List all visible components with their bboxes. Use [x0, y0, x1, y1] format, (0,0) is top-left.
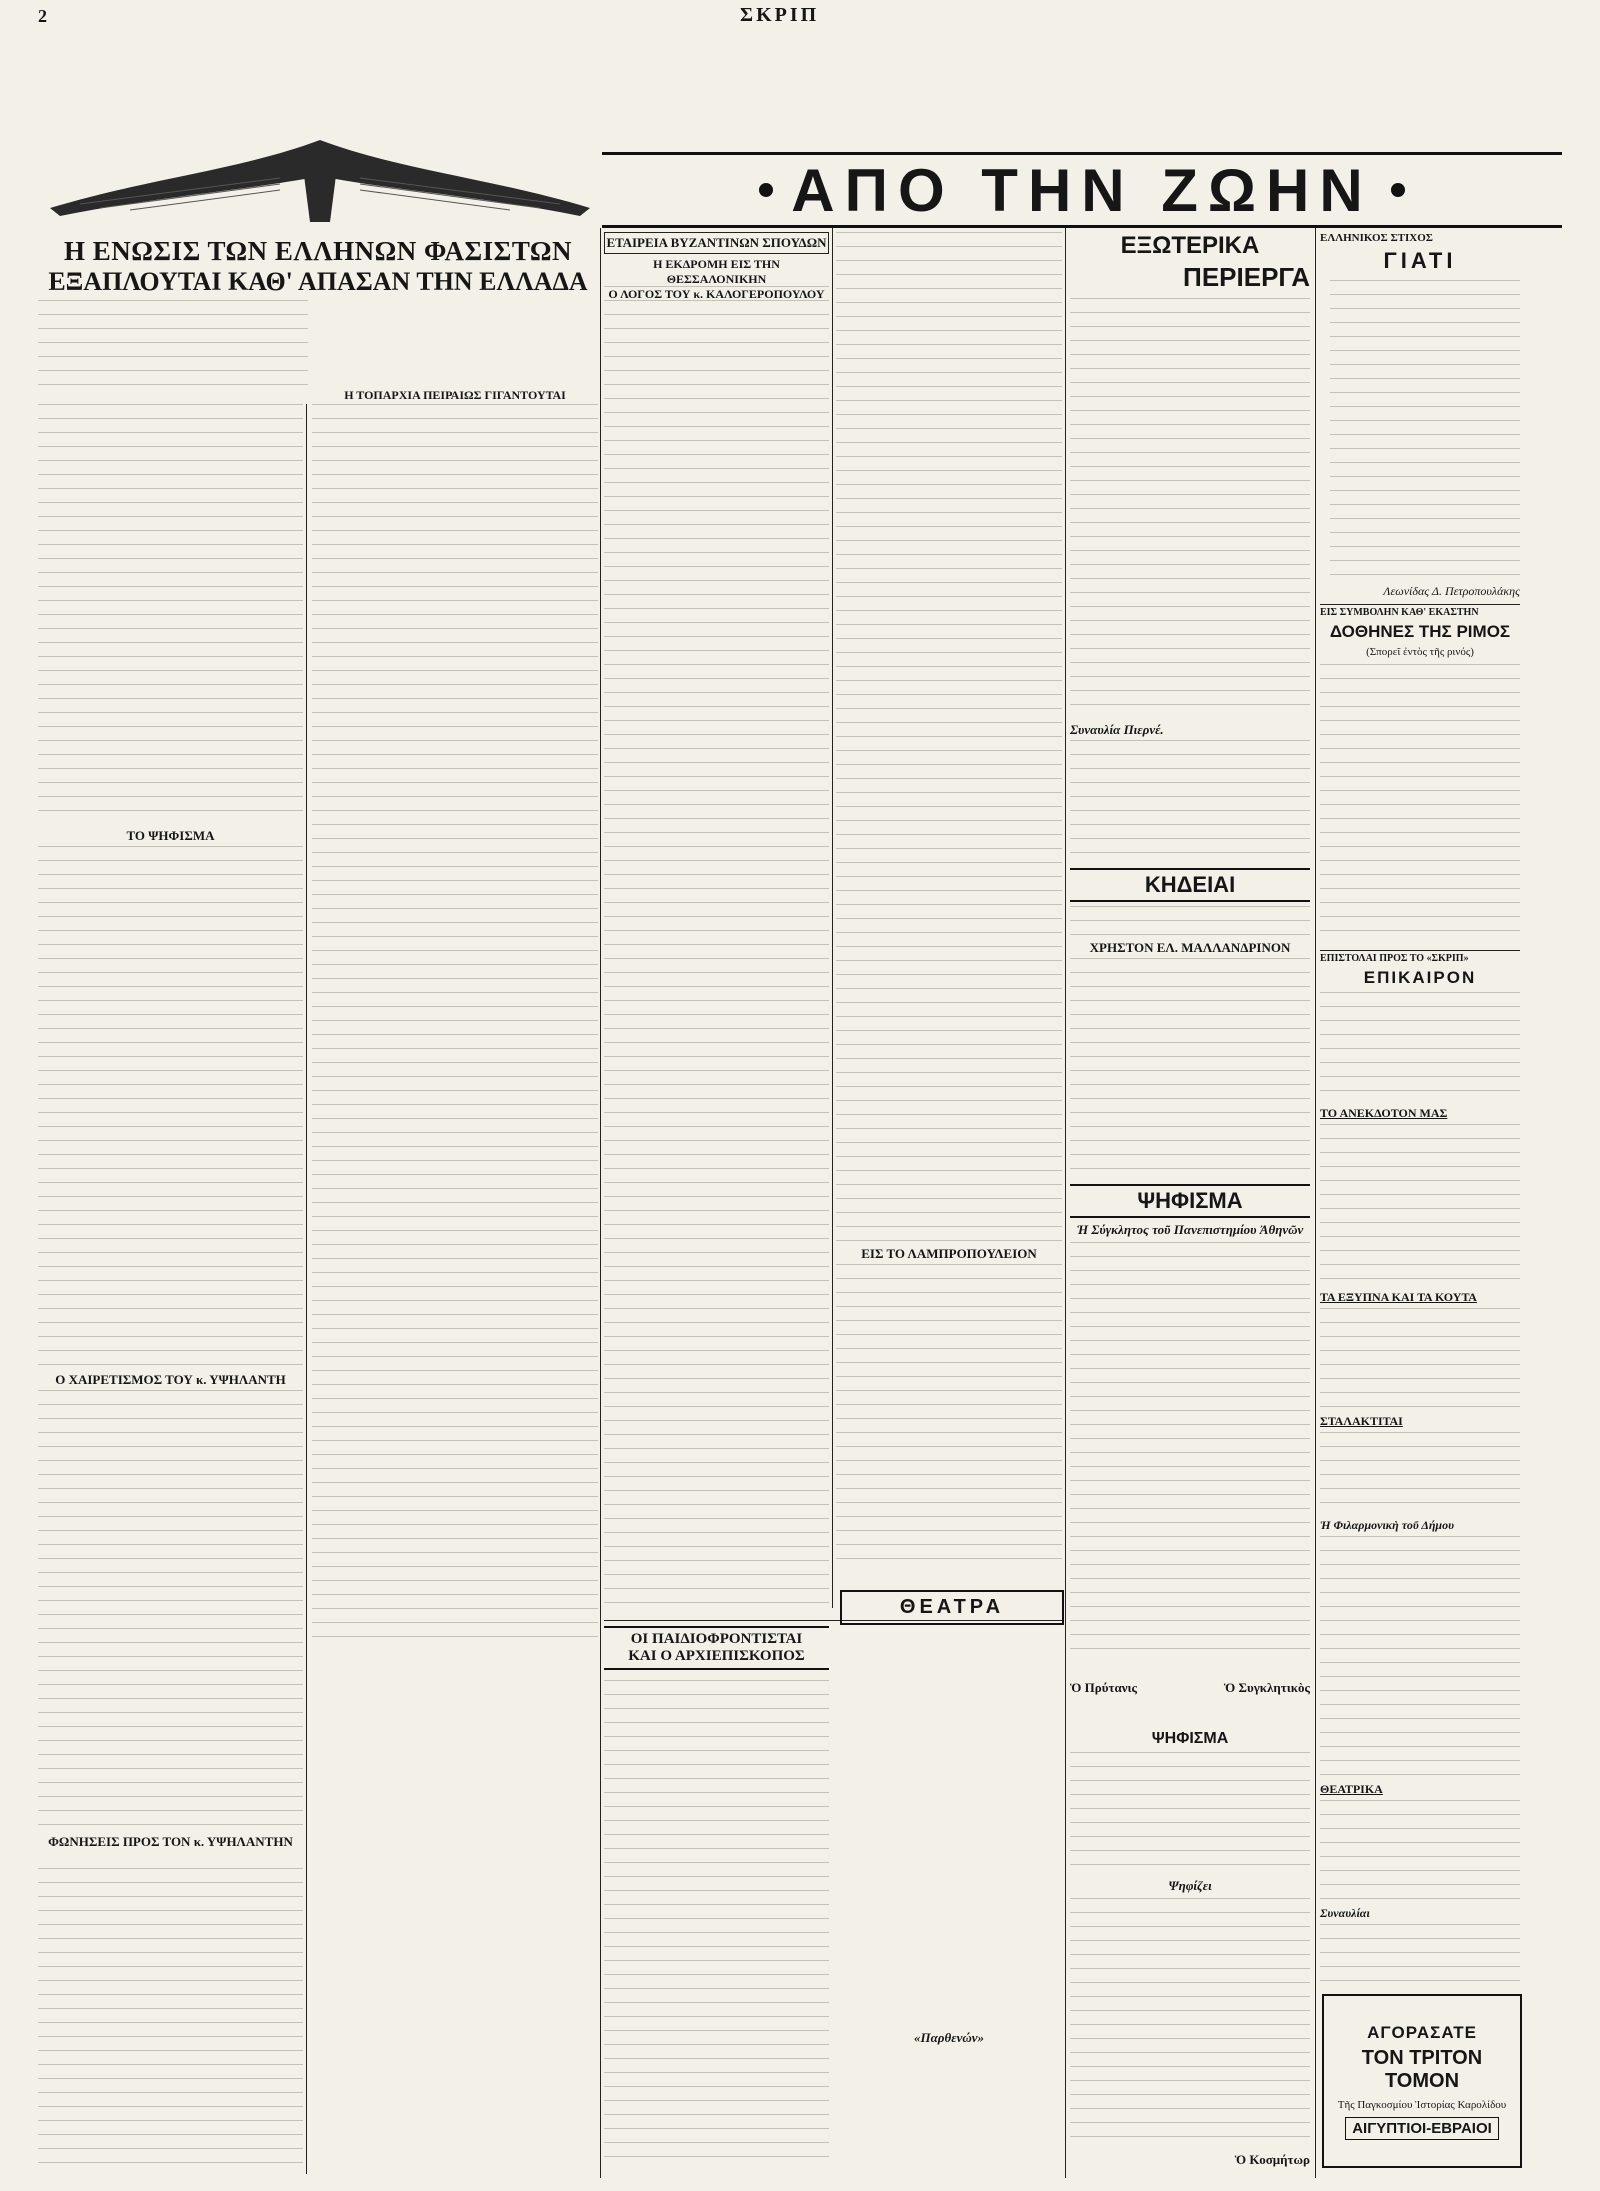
- col3-psifisma2-head: ΨΗΦΙΣΜΑ: [1151, 1730, 1229, 1747]
- col4-body2: [1320, 992, 1520, 1102]
- col3-psifisma-head: ΨΗΦΙΣΜΑ: [1070, 1184, 1310, 1218]
- col3-body2: [1070, 740, 1310, 860]
- advert-line3: Τῆς Παγκοσμίου Ἱστορίας Καρολίδου: [1337, 2098, 1507, 2111]
- col3-body: [1070, 298, 1310, 718]
- col4-body8: [1320, 1924, 1520, 1984]
- theatra-title: ΘΕΑΤΡΑ: [840, 1590, 1064, 1625]
- col1-title-line1: Η ΕΝΩΣΙΣ ΤΩΝ ΕΛΛΗΝΩΝ ΦΑΣΙΣΤΩΝ: [64, 236, 572, 266]
- col3-section-head: ΕΞΩΤΕΡΙΚΑ: [1120, 232, 1260, 259]
- page-number: 2: [38, 6, 47, 26]
- col2b-section: ΕΙΣ ΤΟ ΛΑΜΠΡΟΠΟΥΛΕΙΟΝ: [861, 1246, 1037, 1261]
- col4-epistoles-title: ΕΠΙΚΑΙΡΟΝ: [1363, 968, 1477, 987]
- col1-headline: [38, 236, 598, 297]
- col4-synavlia: Συναυλίαι: [1320, 1906, 1370, 1920]
- col3-kdeiai-name: ΧΡΗΣΤΟΝ ΕΛ. ΜΑΛΛΑΝΔΡΙΝΟΝ: [1089, 940, 1291, 955]
- col2-body3: [604, 1680, 829, 2170]
- col2-title-line3: Ο ΛΟΓΟΣ ΤΟΥ κ. ΚΑΛΟΓΕΡΟΠΟΥΛΟΥ: [608, 287, 825, 301]
- col3-sign3: Ὁ Κοσμήτωρ: [1234, 2152, 1310, 2167]
- col3-sign1: Ὁ Πρύτανις: [1070, 1680, 1138, 1695]
- col3-body4: [1070, 1752, 1310, 1872]
- col1a-section-psifisma: ΤΟ ΨΗΦΙΣΜΑ: [126, 828, 215, 843]
- col2-parthenon: «Παρθενών»: [913, 2030, 985, 2045]
- col1a-section-fonhseis: ΦΩΝΗΣΕΙΣ ΠΡΟΣ ΤΟΝ κ. ΥΨΗΛΑΝΤΗΝ: [48, 1834, 293, 1849]
- col2-body: [604, 286, 829, 1616]
- advert-line1: ΑΓΟΡΑΣΑΤΕ: [1367, 2022, 1477, 2042]
- col4-section-head: ΕΛΛΗΝΙΚΟΣ ΣΤΙΧΟΣ: [1320, 232, 1433, 244]
- col3-body5: [1070, 1898, 1310, 2148]
- col1a-section-xairetismos: Ο ΧΑΙΡΕΤΙΣΜΟΣ ΤΟΥ κ. ΥΨΗΛΑΝΤΗ: [55, 1372, 286, 1387]
- col2-title2-line2: ΚΑΙ Ο ΑΡΧΙΕΠΙΣΚΟΠΟΣ: [628, 1648, 805, 1664]
- col3-kdeiai-body: [1070, 906, 1310, 936]
- col4-body3: [1320, 1124, 1520, 1284]
- col-divider: [1315, 228, 1316, 2178]
- col4-body5: [1320, 1432, 1520, 1512]
- col4-eutrapelia: ΤΑ ΕΞΥΠΝΑ ΚΑΙ ΤΑ ΚΟΥΤΑ: [1320, 1290, 1477, 1304]
- col3-psifisma-sub: Ἡ Σύγκλητος τοῦ Πανεπιστημίου Ἀθηνῶν: [1076, 1222, 1304, 1237]
- col3-body3: [1070, 1242, 1310, 1662]
- col4-body4: [1320, 1308, 1520, 1408]
- col3-sub1: Συναυλία Πιερνέ.: [1070, 722, 1164, 737]
- col-divider: [1065, 228, 1066, 2178]
- advert-box: [1322, 1994, 1522, 2168]
- masthead: ΣΚΡΙΠ: [740, 4, 820, 26]
- col4-poem-title: ΓΙΑΤΙ: [1383, 248, 1457, 273]
- col4-body6: [1320, 1536, 1520, 1776]
- col3-kdeiai-body2: [1070, 958, 1310, 1178]
- col2-title-line2: Η ΕΚΔΡΟΜΗ ΕΙΣ ΤΗΝ ΘΕΣΣΑΛΟΝΙΚΗΝ: [653, 257, 780, 286]
- col4-body: [1320, 664, 1520, 944]
- col4-filarmoniki: Ἡ Φιλαρμονικὴ τοῦ Δήμου: [1320, 1518, 1454, 1532]
- col4-rimos-sub: (Σπορεῖ ἐντὸς τῆς ρινός): [1366, 646, 1474, 658]
- col2b-body2: [836, 1264, 1062, 1564]
- col1a-body3: [38, 1390, 303, 1830]
- col4-epistoles-head: ΕΠΙΣΤΟΛΑΙ ΠΡΟΣ ΤΟ «ΣΚΡΙΠ»: [1320, 950, 1520, 964]
- col4-anekdotos: ΤΟ ΑΝΕΚΔΟΤΟΝ ΜΑΣ: [1320, 1106, 1448, 1120]
- col1b-body: [312, 404, 598, 1644]
- col4-poem-author: Λεωνίδας Δ. Πετροπουλάκης: [1383, 584, 1520, 598]
- col3-kdeiai: ΚΗΔΕΙΑΙ: [1070, 868, 1310, 902]
- col3-title: ΠΕΡΙΕΡΓΑ: [1183, 262, 1310, 292]
- col-divider: [306, 404, 307, 2174]
- col4-stalaktitai: ΣΤΑΛΑΚΤΙΤΑΙ: [1320, 1414, 1403, 1428]
- col-divider: [832, 228, 833, 1608]
- advert-line2: ΤΟΝ ΤΡΙΤΟΝ ΤΟΜΟΝ: [1361, 2046, 1483, 2092]
- col2-headline2: [604, 1626, 829, 1670]
- col1-intro: [38, 300, 308, 390]
- col2b-body: [836, 232, 1062, 1242]
- col3-sign2: Ὁ Συγκλητικὸς: [1223, 1680, 1310, 1695]
- col1a-body: [38, 404, 303, 824]
- banner-text: ΑΠΟ ΤΗΝ ΖΩΗΝ: [791, 156, 1373, 224]
- col4-poem: [1330, 280, 1520, 580]
- col4-body7: [1320, 1800, 1520, 1900]
- eagle-ornament-icon: [40, 130, 600, 230]
- col3-psifizei: Ψηφίζει: [1168, 1878, 1212, 1893]
- col-divider: [600, 228, 601, 2178]
- col4-rimos-head: ΕΙΣ ΣΥΜΒΟΛΗΝ ΚΑΘ' ΕΚΑΣΤΗΝ: [1320, 604, 1520, 618]
- col4-theatrika: ΘΕΑΤΡΙΚΑ: [1320, 1782, 1383, 1796]
- col1a-body4: [38, 1868, 303, 2168]
- col2-title2-line1: ΟΙ ΠΑΙΔΙΟΦΡΟΝΤΙΣΤΑΙ: [630, 1631, 803, 1647]
- banner-title: [602, 152, 1562, 228]
- col2-title-line1: ΕΤΑΙΡΕΙΑ ΒΥΖΑΝΤΙΝΩΝ ΣΠΟΥΔΩΝ: [604, 232, 829, 254]
- col1-subtitle: Η ΤΟΠΑΡΧΙΑ ΠΕΙΡΑΙΩΣ ΓΙΓΑΝΤΟΥΤΑΙ: [344, 388, 566, 402]
- advert-line4: ΑΙΓΥΠΤΙΟΙ-ΕΒΡΑΙΟΙ: [1345, 2117, 1499, 2140]
- col4-rimos-title: ΔΟΘΗΝΕΣ ΤΗΣ ΡΙΜΟΣ: [1329, 622, 1511, 641]
- col1-title-line2: ΕΞΑΠΛΟΥΤΑΙ ΚΑΘ' ΑΠΑΣΑΝ ΤΗΝ ΕΛΛΑΔΑ: [48, 267, 588, 296]
- col1a-body2: [38, 846, 303, 1366]
